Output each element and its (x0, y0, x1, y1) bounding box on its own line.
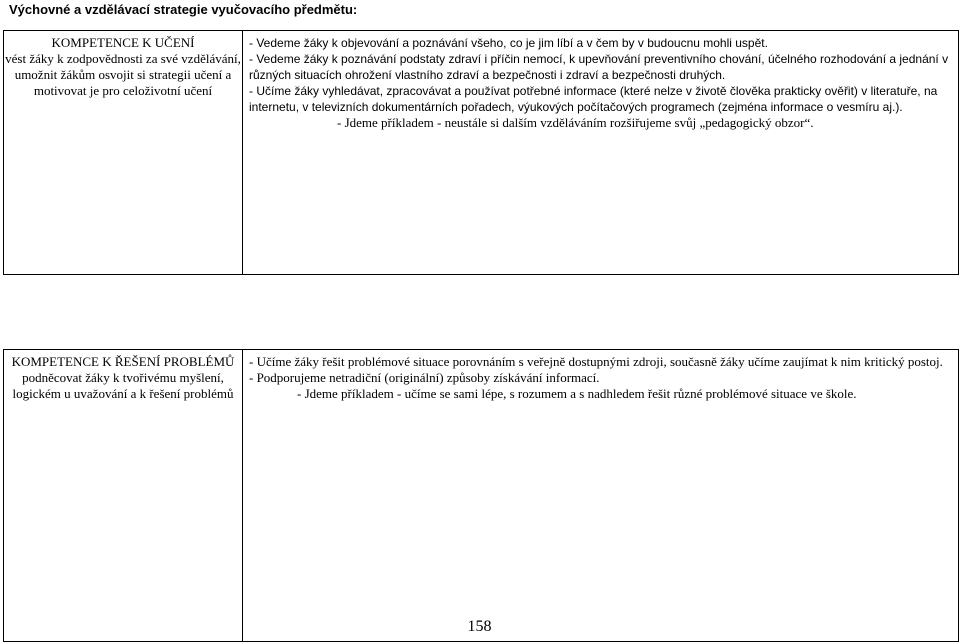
competence-title: KOMPETENCE K ŘEŠENÍ PROBLÉMŮ (11, 354, 235, 369)
competence-description: vést žáky k zodpovědnosti za své vzdělávání, umožnit žákům osvojit si strategii učení a motivovat je pro celoživotní učení (5, 51, 241, 98)
competence-table-learning (3, 30, 959, 275)
strategy-paragraph: - Jdeme příkladem - učíme se sami lépe, s rozumem a s nadhledem řešit různé problémové situace ve škole. (297, 386, 857, 401)
competence-table-problem-solving (3, 349, 959, 642)
strategy-paragraph: - Vedeme žáky k poznávání podstaty zdraví i příčin nemocí, k upevňování preventivního chování, účelného rozhodování a jednání v různých situacích ohrožení vlastního zdraví a bezpečnosti i zdraví a bezpečnosti druhých. (249, 52, 949, 82)
page-number: 158 (467, 618, 492, 635)
strategy-cell (243, 31, 959, 275)
strategy-paragraph: - Jdeme příkladem - neustále si dalším vzděláváním rozšiřujeme svůj „pedagogický obzor“. (337, 115, 814, 130)
strategy-paragraph: - Učíme žáky vyhledávat, zpracovávat a používat potřebné informace (které nelze v životě člověka prakticky ověřit) v literatuře, na internetu, v televizních dokumentárních pořadech, výukových počítačových programech (zejména informace o vesmíru aj.). (249, 84, 938, 114)
section-heading: Výchovné a vzdělávací strategie vyučovacího předmětu: (9, 2, 358, 17)
table-row (4, 350, 959, 642)
competence-title: KOMPETENCE K UČENÍ (51, 35, 195, 50)
competence-description: podněcovat žáky k tvořivému myšlení, logickém u uvažování a k řešení problémů (12, 370, 234, 401)
strategy-cell (243, 350, 959, 642)
strategy-paragraph: - Vedeme žáky k objevování a poznávání všeho, co je jim líbí a v čem by v budoucnu mohli uspět. (249, 36, 768, 50)
table-row (4, 31, 959, 275)
competence-cell (4, 350, 243, 642)
strategy-paragraph: - Podporujeme netradiční (originální) způsoby získávání informací. (249, 370, 600, 385)
competence-cell (4, 31, 243, 275)
strategy-paragraph: - Učíme žáky řešit problémové situace porovnáním s veřejně dostupnými zdroji, současně žáky učíme zaujímat k nim kritický postoj. (249, 354, 943, 369)
